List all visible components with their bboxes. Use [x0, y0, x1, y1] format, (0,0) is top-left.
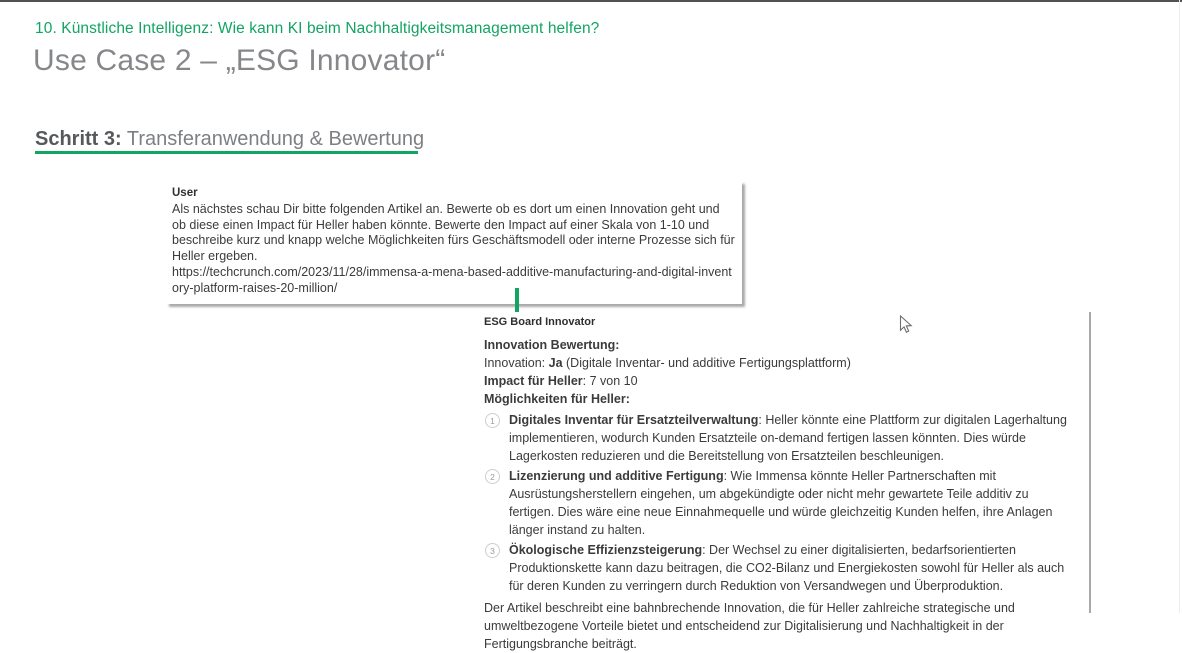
- list-item-title: Ökologische Effizienzsteigerung: [509, 543, 703, 557]
- list-item: [484, 467, 1077, 539]
- impact-value: : 7 von 10: [582, 374, 638, 388]
- user-role-label: User: [172, 187, 198, 199]
- innovation-line: [484, 354, 1077, 372]
- assistant-role-label: ESG Board Innovator: [484, 316, 596, 328]
- possibilities-list: [484, 411, 1077, 595]
- impact-line: [484, 372, 1077, 390]
- chapter-heading: 10. Künstliche Intelligenz: Wie kann KI beim Nachhaltigkeitsmanagement helfen?: [35, 20, 600, 37]
- content-edge-line: [1089, 312, 1091, 613]
- list-item-title: Lizenzierung und additive Fertigung: [509, 469, 724, 483]
- section-heading: Innovation Bewertung:: [484, 338, 620, 352]
- step-underline: [35, 151, 418, 154]
- closing-paragraph: Der Artikel beschreibt eine bahnbrechende Innovation, die für Heller zahlreiche strategische und umweltbezogene Vorteile bietet und entscheidend zur Digitalisierung und Nachhaltigkeit in der Fertigungsbranche beiträgt.: [484, 601, 1015, 651]
- user-message-card: [166, 181, 742, 304]
- list-item: [484, 411, 1077, 465]
- list-item-text: [509, 541, 1077, 595]
- article-url-link[interactable]: https://techcrunch.com/2023/11/28/immensa-a-mena-based-additive-manufacturing-and-digital-inventory-platform-raises-20-million/: [172, 264, 732, 295]
- innovation-detail: (Digitale Inventar- und additive Fertigungsplattform): [562, 356, 851, 370]
- possibilities-heading: Möglichkeiten für Heller:: [484, 392, 630, 406]
- user-message-text: Als nächstes schau Dir bitte folgenden Artikel an. Bewerte ob es dort um einen Innovation geht und ob diese einen Impact für Heller haben könnte. Bewerte den Impact auf einer Skala von 1-10 und beschreibe kurz und knapp welche Möglichkeiten fürs Geschäftsmodell oder interne Prozesse sich für Heller ergeben.: [172, 202, 735, 264]
- step-heading: [35, 128, 424, 151]
- impact-label: Impact für Heller: [484, 374, 583, 388]
- list-item-body: : Der Wechsel zu einer digitalisierten, bedarfsorientierten Produktionskette kann dazu beitragen, die CO2-Bilanz und Energiekosten sowohl für Heller als auch für deren Kunden zu verringern durch Reduktion von Versandwegen und Überproduktion.: [509, 543, 1065, 593]
- list-item-text: [509, 411, 1077, 465]
- message-connector-line: [515, 288, 519, 312]
- list-item-body: : Heller könnte eine Plattform zur digitalen Lagerhaltung implementieren, wodurch Kunden Ersatzteile on-demand fertigen lassen könnten. Dies würde Lagerkosten reduzieren und die Bereitstellung von Ersatzteilen beschleunigen.: [509, 413, 1067, 463]
- slide-right-border: [1179, 0, 1180, 613]
- list-item-text: [509, 467, 1077, 539]
- slide-title: Use Case 2 – „ESG Innovator“: [33, 44, 446, 77]
- innovation-value: Ja: [548, 356, 563, 370]
- mouse-cursor-icon: [899, 315, 915, 335]
- list-item: [484, 541, 1077, 595]
- list-number-badge: 1: [485, 413, 500, 428]
- assistant-message: [484, 315, 1077, 653]
- list-item-title: Digitales Inventar für Ersatzteilverwaltung: [509, 413, 759, 427]
- list-number-badge: 2: [485, 469, 500, 484]
- slide-top-border: [0, 0, 1182, 2]
- step-title: Transferanwendung & Bewertung: [126, 128, 425, 150]
- list-number-badge: 3: [485, 543, 500, 558]
- innovation-label: Innovation:: [484, 356, 549, 370]
- list-item-body: : Wie Immensa könnte Heller Partnerschaften mit Ausrüstungsherstellern eingehen, um abgekündigte oder nicht mehr gewartete Teile additiv zu fertigen. Dies wäre eine neue Einnahmequelle und würde gleichzeitig Kunden helfen, ihre Anlagen länger instand zu halten.: [509, 469, 1053, 537]
- step-label: Schritt 3:: [35, 128, 122, 150]
